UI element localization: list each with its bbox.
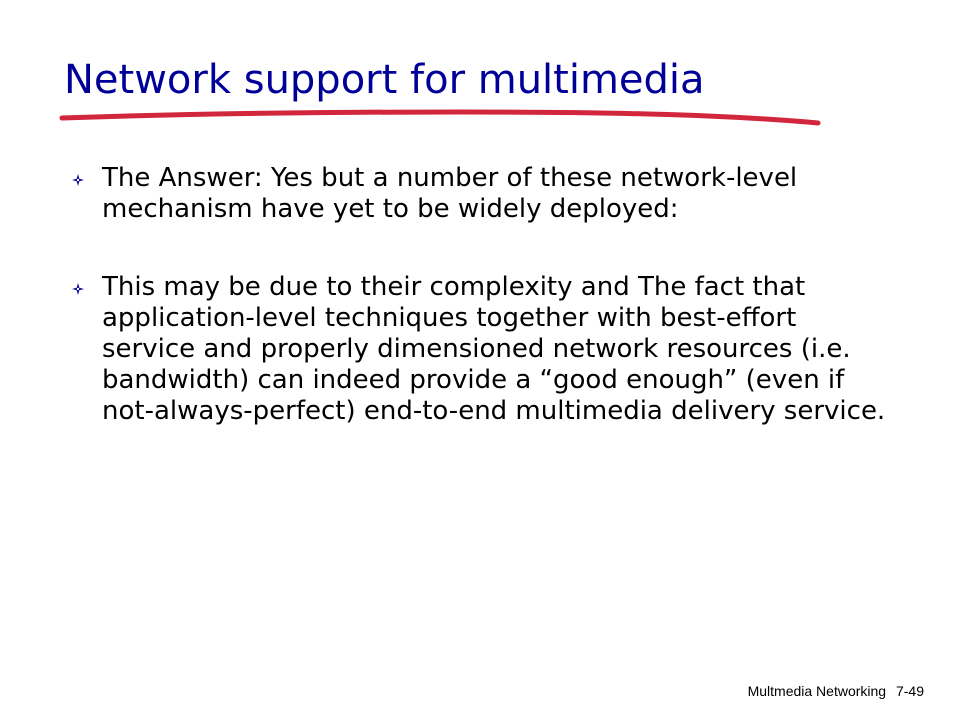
- bullet-text: The Answer: Yes but a number of these network-level mechanism have yet to be widely deployed:: [102, 163, 798, 224]
- bullet-text: This may be due to their complexity and The fact that application-level techniques together with best-effort service and properly dimensioned network resources (i.e. bandwidth) can indeed provide a “good enough” (even if not-always-perfect) end-to-end multimedia delivery service.: [102, 272, 886, 426]
- title-underline: [58, 104, 823, 134]
- page-number: 7-49: [895, 683, 924, 699]
- four-petal-diamond-icon: [72, 174, 84, 186]
- bullet-item: [72, 272, 892, 427]
- four-petal-diamond-icon: [72, 283, 84, 295]
- slide-title: Network support for multimedia: [64, 57, 705, 103]
- footer-title: Multmedia Networking: [747, 683, 887, 699]
- bullet-item: [72, 163, 892, 225]
- slide-footer: [748, 683, 924, 699]
- bullet-list: [72, 163, 892, 427]
